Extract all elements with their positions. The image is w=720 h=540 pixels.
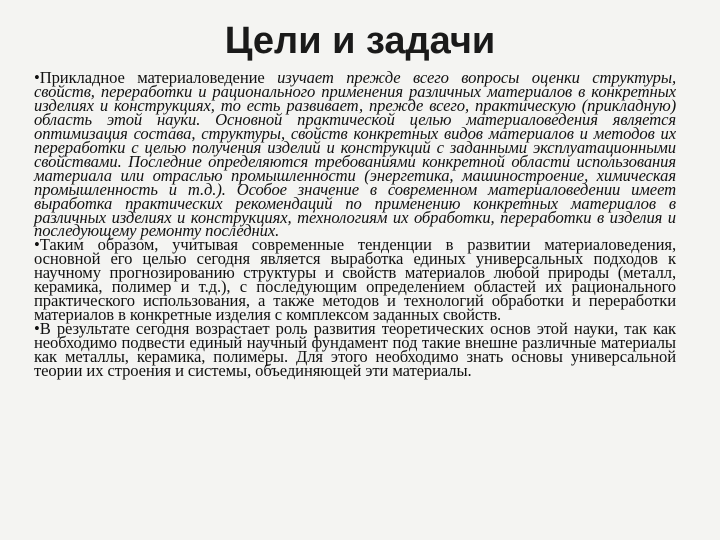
paragraph-3-text: В результате сегодня возрастает роль развития теоретических основ этой науки, так как необходимо подвести единый научный фундамент под такие внешне различные материалы как металлы, керамика, полимеры. Для этого необходимо знать основы универсальной теории их строения и системы, объединяющей эти материалы. [34, 319, 676, 381]
paragraph-2 [34, 235, 676, 325]
slide-body [34, 68, 677, 381]
slide-title: Цели и задачи [224, 20, 496, 62]
bullet-marker: • [34, 68, 40, 87]
bullet-marker: • [34, 319, 40, 339]
paragraph-2-text: Таким образом, учитывая современные тенденции в развитии материаловедения, основной его целью сегодня является выработка единых универсальных подходов к научному прогнозированию структуры и свойств материалов любой природы (металл, керамика, полимер и т.д.), с последующим определением областей их рационального практического использования, а также методов и технологий обработки и переработки материалов в конкретные изделия с комплексом заданных свойств. [34, 235, 676, 325]
paragraph-1 [34, 68, 677, 241]
paragraph-1-italic-text: изучает прежде всего вопросы оценки структуры, свойств, переработки и рационального применения различных материалов в конкретных изделиях и конструкциях, то есть развивает, прежде всего, практическую (прикладную) область этой науки. Основной практической целью материаловедения является оптимизация состава, структуры, свойств конкретных видов материалов и методов их переработки с целью получения изделий и конструкций с заданными эксплуатационными свойствами. Последние определяются требованиями конкретной области использования материала или отраслью промышленности (энергетика, машиностроение, химическая промышленность и т.д.). Особое значение в современном материаловедении имеет выработка практических рекомендаций по применению конкретных материалов в различных изделиях и конструкциях, технологиям их обработки, переработки в изделия и последующему ремонту последних. [34, 68, 677, 241]
bullet-marker: • [34, 235, 40, 255]
paragraph-1-lead: Прикладное материаловедение [39, 68, 278, 87]
paragraph-3 [34, 319, 676, 381]
